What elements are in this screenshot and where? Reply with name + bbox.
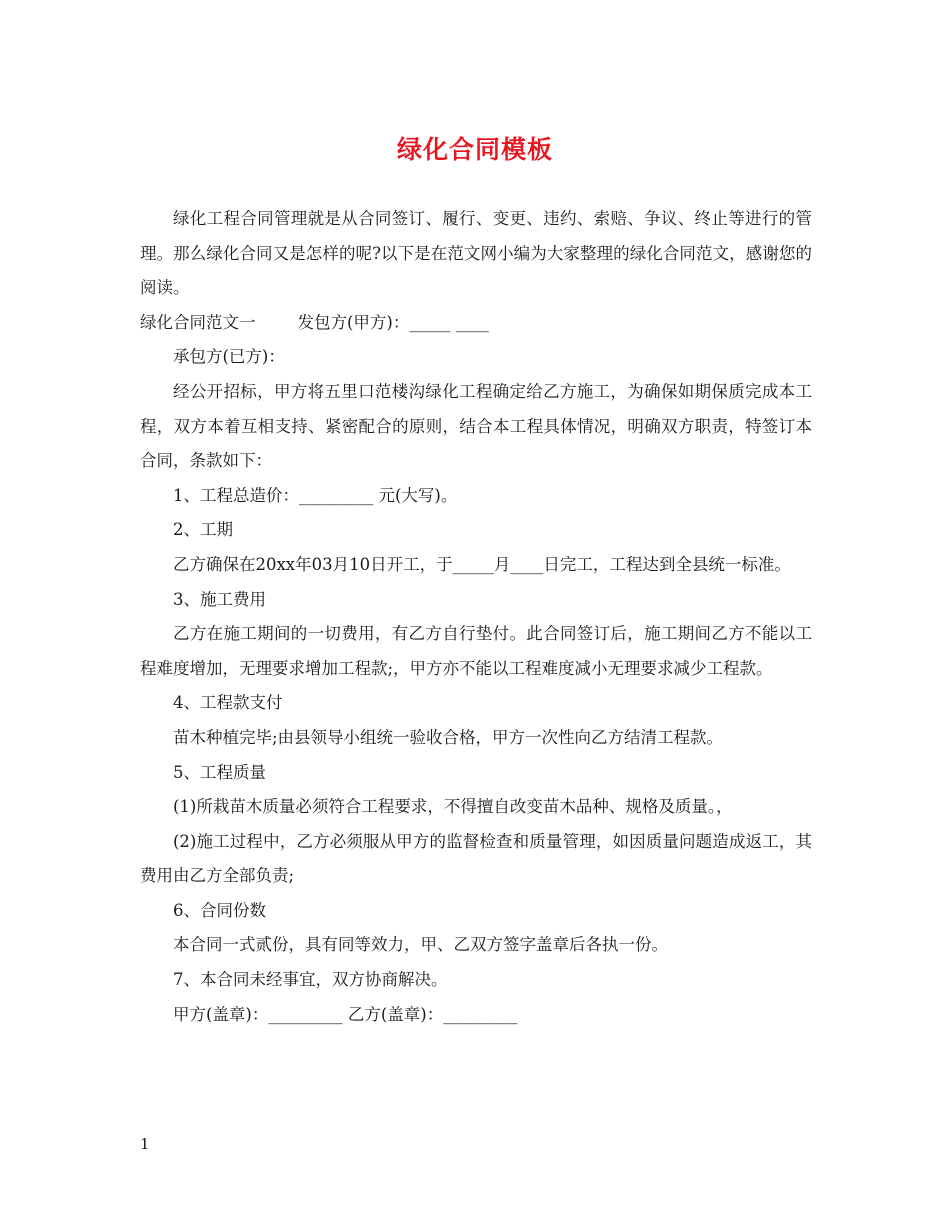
sample-heading-line (140, 306, 812, 341)
party-a-line: 发包方(甲方)：_____ ____ (297, 312, 489, 332)
section-2-heading: 2、工期 (173, 520, 233, 540)
section-2-text: 乙方确保在20xx年03月10日开工，于_____月____日完工，工程达到全县统一标准。 (173, 554, 791, 574)
section-6-text: 本合同一式贰份，具有同等效力，甲、乙双方签字盖章后各执一份。 (173, 935, 668, 955)
party-b-line: 承包方(已方)： (173, 347, 285, 367)
document-title: 绿化合同模板 (396, 135, 553, 164)
document-body (140, 202, 812, 1032)
clause-intro-paragraph: 经公开招标，甲方将五里口范楼沟绿化工程确定给乙方施工，为确保如期保质完成本工程，双方本着互相支持、紧密配合的原则，结合本工程具体情况，明确双方职责，特签订本合同，条款如下： (140, 381, 812, 471)
intro-paragraph: 绿化工程合同管理就是从合同签订、履行、变更、违约、索赔、争议、终止等进行的管理。那么绿化合同又是怎样的呢?以下是在范文网小编为大家整理的绿化合同范文，感谢您的阅读。 (140, 209, 812, 298)
section-3-heading: 3、施工费用 (173, 589, 266, 609)
section-5-item-2: (2)施工过程中，乙方必须服从甲方的监督检查和质量管理，如因质量问题造成返工，其费用由乙方全部负责; (140, 831, 812, 886)
section-5-item-1: (1)所栽苗木质量必须符合工程要求，不得擅自改变苗木品种、规格及质量。， (173, 797, 733, 817)
section-4-heading: 4、工程款支付 (173, 693, 283, 713)
section-1-heading: 1、工程总造价：_________ 元(大写)。 (173, 485, 458, 505)
sample-heading: 绿化合同范文一 (140, 312, 256, 332)
section-6-heading: 6、合同份数 (173, 900, 266, 920)
signature-line: 甲方(盖章)：_________ 乙方(盖章)：_________ (173, 1004, 518, 1024)
section-3-text: 乙方在施工期间的一切费用，有乙方自行垫付。此合同签订后，施工期间乙方不能以工程难度增加，无理要求增加工程款;，甲方亦不能以工程难度减小无理要求减少工程款。 (140, 624, 812, 678)
section-5-heading: 5、工程质量 (173, 762, 266, 782)
page-number: 1 (140, 1135, 150, 1153)
section-7-text: 7、本合同未经事宜，双方协商解决。 (173, 970, 448, 990)
section-4-text: 苗木种植完毕;由县领导小组统一验收合格，甲方一次性向乙方结清工程款。 (173, 727, 724, 747)
